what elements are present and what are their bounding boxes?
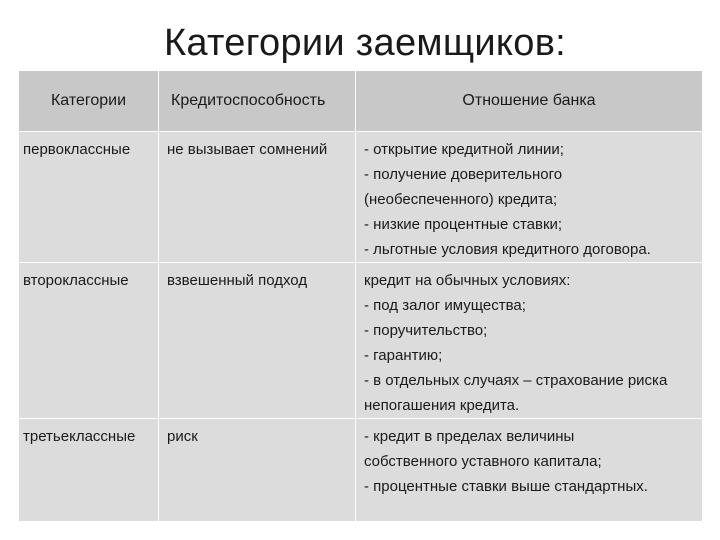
bank-attitude-line: - поручительство;	[364, 322, 488, 339]
bank-attitude-line: собственного уставного капитала;	[364, 453, 602, 470]
table-row	[19, 132, 703, 263]
creditworthiness-cell: взвешенный подход	[159, 263, 356, 419]
header-bank-attitude: Отношение банка	[356, 71, 703, 132]
bank-attitude-cell	[356, 132, 703, 263]
table-row	[19, 419, 703, 522]
bank-attitude-line: - в отдельных случаях – страхование риска	[364, 372, 668, 389]
header-categories: Категории	[19, 71, 159, 132]
bank-attitude-line: - под залог имущества;	[364, 297, 526, 314]
category-cell: третьеклассные	[19, 419, 159, 522]
bank-attitude-line: - процентные ставки выше стандартных.	[364, 478, 648, 495]
bank-attitude-line: - открытие кредитной линии;	[364, 141, 564, 158]
category-cell: первоклассные	[19, 132, 159, 263]
bank-attitude-line: кредит на обычных условиях:	[364, 272, 571, 289]
page-title: Категории заемщиков:	[163, 22, 567, 64]
bank-attitude-cell	[356, 419, 703, 522]
bank-attitude-line: - низкие процентные ставки;	[364, 216, 563, 233]
borrower-categories-table	[18, 70, 703, 522]
table-header-row	[19, 71, 703, 132]
header-creditworthiness: Кредитоспособность	[159, 71, 356, 132]
bank-attitude-cell	[356, 263, 703, 419]
bank-attitude-line: непогашения кредита.	[364, 397, 520, 414]
bank-attitude-line: (необеспеченного) кредита;	[364, 191, 558, 208]
category-cell: второклассные	[19, 263, 159, 419]
creditworthiness-cell: риск	[159, 419, 356, 522]
bank-attitude-line: - гарантию;	[364, 347, 443, 364]
bank-attitude-line: - кредит в пределах величины	[364, 428, 575, 445]
bank-attitude-line: - льготные условия кредитного договора.	[364, 241, 651, 258]
bank-attitude-line: - получение доверительного	[364, 166, 563, 183]
table-row	[19, 263, 703, 419]
creditworthiness-cell: не вызывает сомнений	[159, 132, 356, 263]
